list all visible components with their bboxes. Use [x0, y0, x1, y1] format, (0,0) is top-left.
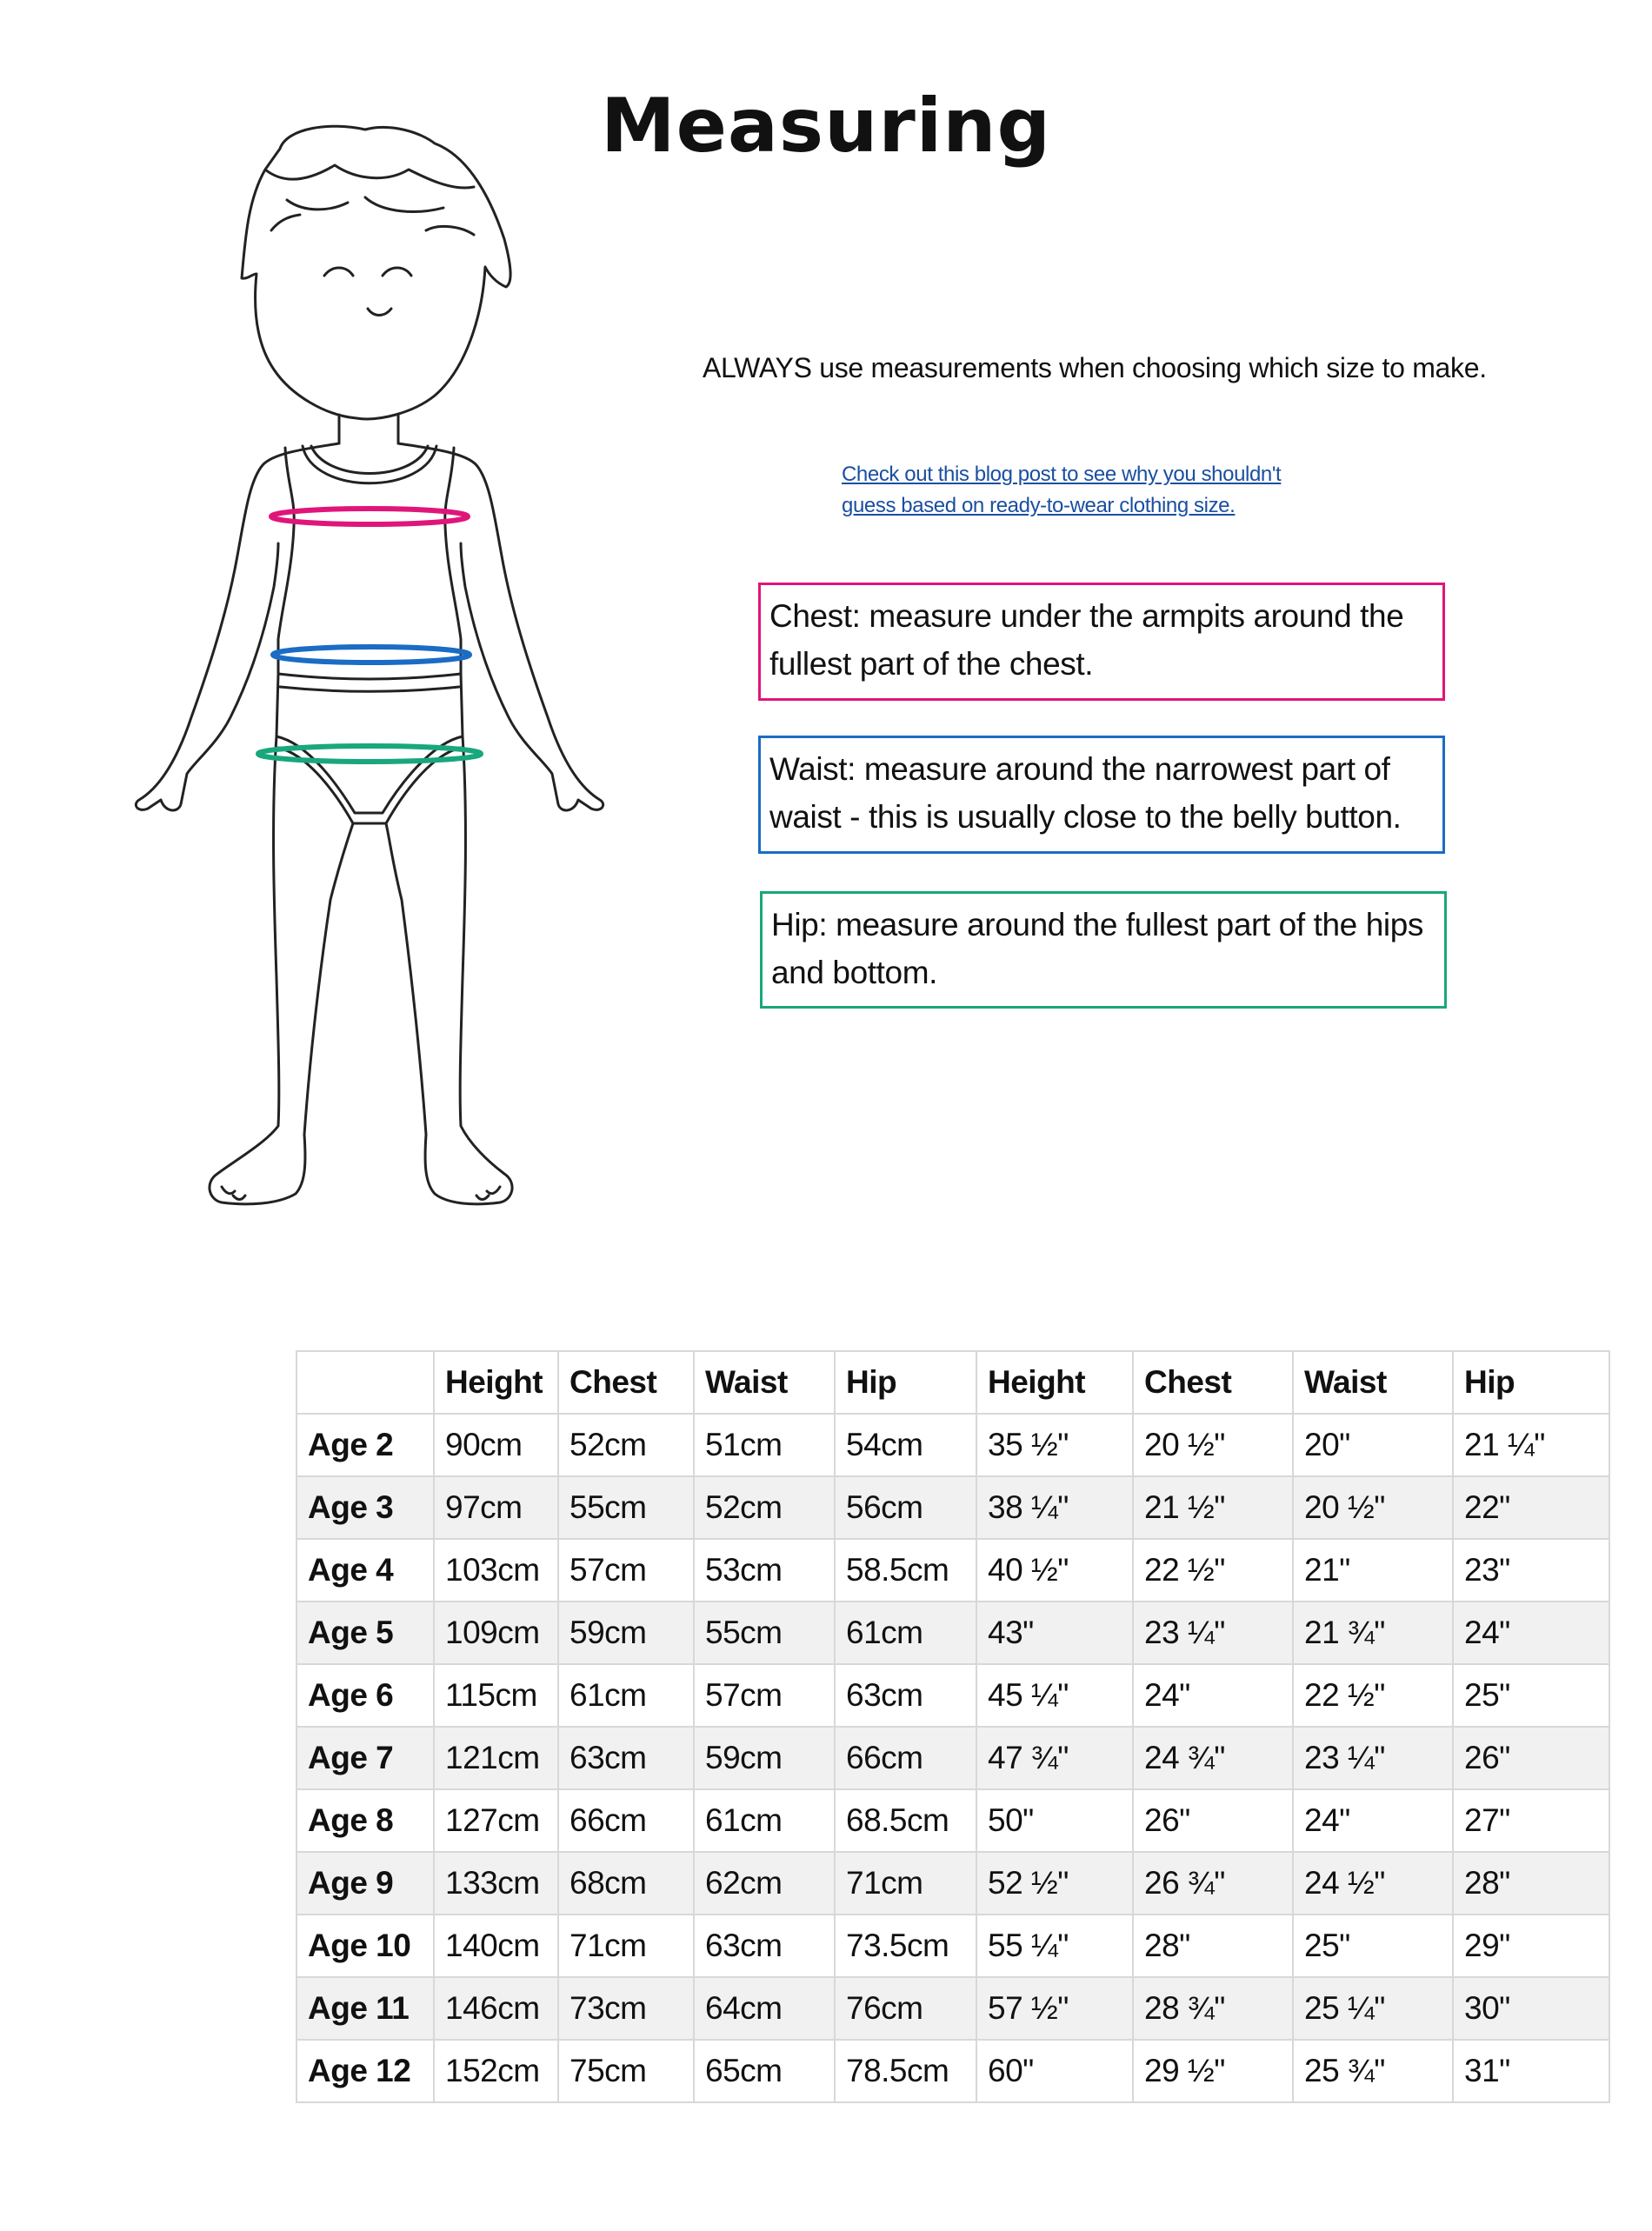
table-row — [296, 1602, 1609, 1664]
table-cell: 152cm — [434, 2040, 558, 2102]
header-cell: Hip — [1453, 1351, 1609, 1414]
table-cell: 56cm — [835, 1476, 976, 1539]
child-figure-icon — [78, 117, 687, 1248]
age-label-cell: Age 4 — [296, 1539, 434, 1602]
header-cell — [296, 1351, 434, 1414]
blog-post-link[interactable] — [842, 459, 1363, 522]
table-cell: 60" — [976, 2040, 1133, 2102]
table-cell: 133cm — [434, 1852, 558, 1915]
age-label-cell: Age 3 — [296, 1476, 434, 1539]
table-cell: 47 ¾" — [976, 1727, 1133, 1789]
table-cell: 30" — [1453, 1977, 1609, 2040]
table-row — [296, 1664, 1609, 1727]
table-cell: 75cm — [558, 2040, 694, 2102]
table-row — [296, 1915, 1609, 1977]
table-cell: 61cm — [694, 1789, 835, 1852]
table-cell: 40 ½" — [976, 1539, 1133, 1602]
table-row — [296, 1789, 1609, 1852]
table-cell: 140cm — [434, 1915, 558, 1977]
table-cell: 127cm — [434, 1789, 558, 1852]
table-cell: 57 ½" — [976, 1977, 1133, 2040]
table-cell: 24" — [1293, 1789, 1453, 1852]
table-cell: 52cm — [694, 1476, 835, 1539]
age-label-cell: Age 11 — [296, 1977, 434, 2040]
table-row — [296, 1727, 1609, 1789]
table-cell: 57cm — [694, 1664, 835, 1727]
table-cell: 29 ½" — [1133, 2040, 1293, 2102]
table-cell: 25 ¾" — [1293, 2040, 1453, 2102]
table-cell: 73.5cm — [835, 1915, 976, 1977]
table-cell: 51cm — [694, 1414, 835, 1476]
table-cell: 21" — [1293, 1539, 1453, 1602]
size-chart-table — [296, 1350, 1610, 2103]
table-cell: 20" — [1293, 1414, 1453, 1476]
age-label-cell: Age 7 — [296, 1727, 434, 1789]
table-cell: 22" — [1453, 1476, 1609, 1539]
table-cell: 38 ¼" — [976, 1476, 1133, 1539]
table-cell: 28" — [1133, 1915, 1293, 1977]
age-label-cell: Age 2 — [296, 1414, 434, 1476]
table-cell: 25 ¼" — [1293, 1977, 1453, 2040]
table-row — [296, 1414, 1609, 1476]
table-cell: 21 ¾" — [1293, 1602, 1453, 1664]
table-cell: 109cm — [434, 1602, 558, 1664]
age-label-cell: Age 6 — [296, 1664, 434, 1727]
table-cell: 97cm — [434, 1476, 558, 1539]
table-row — [296, 1476, 1609, 1539]
header-cell: Chest — [1133, 1351, 1293, 1414]
table-cell: 25" — [1293, 1915, 1453, 1977]
table-row — [296, 2040, 1609, 2102]
table-cell: 23 ¼" — [1133, 1602, 1293, 1664]
table-cell: 21 ¼" — [1453, 1414, 1609, 1476]
table-cell: 35 ½" — [976, 1414, 1133, 1476]
table-cell: 68cm — [558, 1852, 694, 1915]
table-cell: 63cm — [558, 1727, 694, 1789]
chest-note: Chest: measure under the armpits around the fullest part of the chest. — [758, 583, 1445, 701]
table-row — [296, 1977, 1609, 2040]
table-cell: 45 ¼" — [976, 1664, 1133, 1727]
table-cell: 55cm — [558, 1476, 694, 1539]
table-cell: 63cm — [694, 1915, 835, 1977]
table-cell: 90cm — [434, 1414, 558, 1476]
table-cell: 103cm — [434, 1539, 558, 1602]
table-cell: 28 ¾" — [1133, 1977, 1293, 2040]
table-cell: 22 ½" — [1293, 1664, 1453, 1727]
table-cell: 50" — [976, 1789, 1133, 1852]
age-label-cell: Age 9 — [296, 1852, 434, 1915]
age-label-cell: Age 5 — [296, 1602, 434, 1664]
table-cell: 61cm — [835, 1602, 976, 1664]
table-cell: 21 ½" — [1133, 1476, 1293, 1539]
table-cell: 54cm — [835, 1414, 976, 1476]
table-cell: 62cm — [694, 1852, 835, 1915]
table-cell: 26" — [1133, 1789, 1293, 1852]
table-cell: 71cm — [835, 1852, 976, 1915]
blog-link-line-2[interactable]: guess based on ready-to-wear clothing size. — [842, 494, 1236, 517]
table-cell: 121cm — [434, 1727, 558, 1789]
age-label-cell: Age 12 — [296, 2040, 434, 2102]
page-title: Measuring — [600, 83, 1052, 170]
table-cell: 53cm — [694, 1539, 835, 1602]
table-cell: 29" — [1453, 1915, 1609, 1977]
table-cell: 59cm — [558, 1602, 694, 1664]
table-cell: 65cm — [694, 2040, 835, 2102]
table-cell: 66cm — [558, 1789, 694, 1852]
table-cell: 55cm — [694, 1602, 835, 1664]
table-cell: 25" — [1453, 1664, 1609, 1727]
table-cell: 78.5cm — [835, 2040, 976, 2102]
table-cell: 61cm — [558, 1664, 694, 1727]
table-header-row — [296, 1351, 1609, 1414]
table-cell: 68.5cm — [835, 1789, 976, 1852]
header-cell: Hip — [835, 1351, 976, 1414]
table-cell: 28" — [1453, 1852, 1609, 1915]
table-cell: 24 ¾" — [1133, 1727, 1293, 1789]
table-cell: 52 ½" — [976, 1852, 1133, 1915]
blog-link-line-1[interactable]: Check out this blog post to see why you shouldn't — [842, 463, 1282, 486]
table-cell: 24" — [1133, 1664, 1293, 1727]
table-cell: 76cm — [835, 1977, 976, 2040]
table-cell: 146cm — [434, 1977, 558, 2040]
table-cell: 55 ¼" — [976, 1915, 1133, 1977]
table-row — [296, 1852, 1609, 1915]
table-cell: 23 ¼" — [1293, 1727, 1453, 1789]
table-cell: 26" — [1453, 1727, 1609, 1789]
table-cell: 52cm — [558, 1414, 694, 1476]
table-cell: 115cm — [434, 1664, 558, 1727]
waist-note: Waist: measure around the narrowest part of waist - this is usually close to the belly button. — [758, 736, 1445, 854]
table-cell: 63cm — [835, 1664, 976, 1727]
intro-text: ALWAYS use measurements when choosing which size to make. — [703, 352, 1487, 383]
table-cell: 24 ½" — [1293, 1852, 1453, 1915]
table-cell: 57cm — [558, 1539, 694, 1602]
table-cell: 23" — [1453, 1539, 1609, 1602]
header-cell: Waist — [694, 1351, 835, 1414]
table-cell: 71cm — [558, 1915, 694, 1977]
header-cell: Waist — [1293, 1351, 1453, 1414]
table-cell: 27" — [1453, 1789, 1609, 1852]
table-cell: 73cm — [558, 1977, 694, 2040]
table-cell: 58.5cm — [835, 1539, 976, 1602]
header-cell: Height — [976, 1351, 1133, 1414]
table-row — [296, 1539, 1609, 1602]
table-cell: 24" — [1453, 1602, 1609, 1664]
table-cell: 22 ½" — [1133, 1539, 1293, 1602]
table-cell: 20 ½" — [1293, 1476, 1453, 1539]
age-label-cell: Age 10 — [296, 1915, 434, 1977]
header-cell: Chest — [558, 1351, 694, 1414]
table-cell: 31" — [1453, 2040, 1609, 2102]
hip-note: Hip: measure around the fullest part of the hips and bottom. — [760, 891, 1447, 1009]
header-cell: Height — [434, 1351, 558, 1414]
table-cell: 20 ½" — [1133, 1414, 1293, 1476]
table-cell: 26 ¾" — [1133, 1852, 1293, 1915]
table-cell: 43" — [976, 1602, 1133, 1664]
table-cell: 59cm — [694, 1727, 835, 1789]
table-cell: 64cm — [694, 1977, 835, 2040]
table-cell: 66cm — [835, 1727, 976, 1789]
age-label-cell: Age 8 — [296, 1789, 434, 1852]
